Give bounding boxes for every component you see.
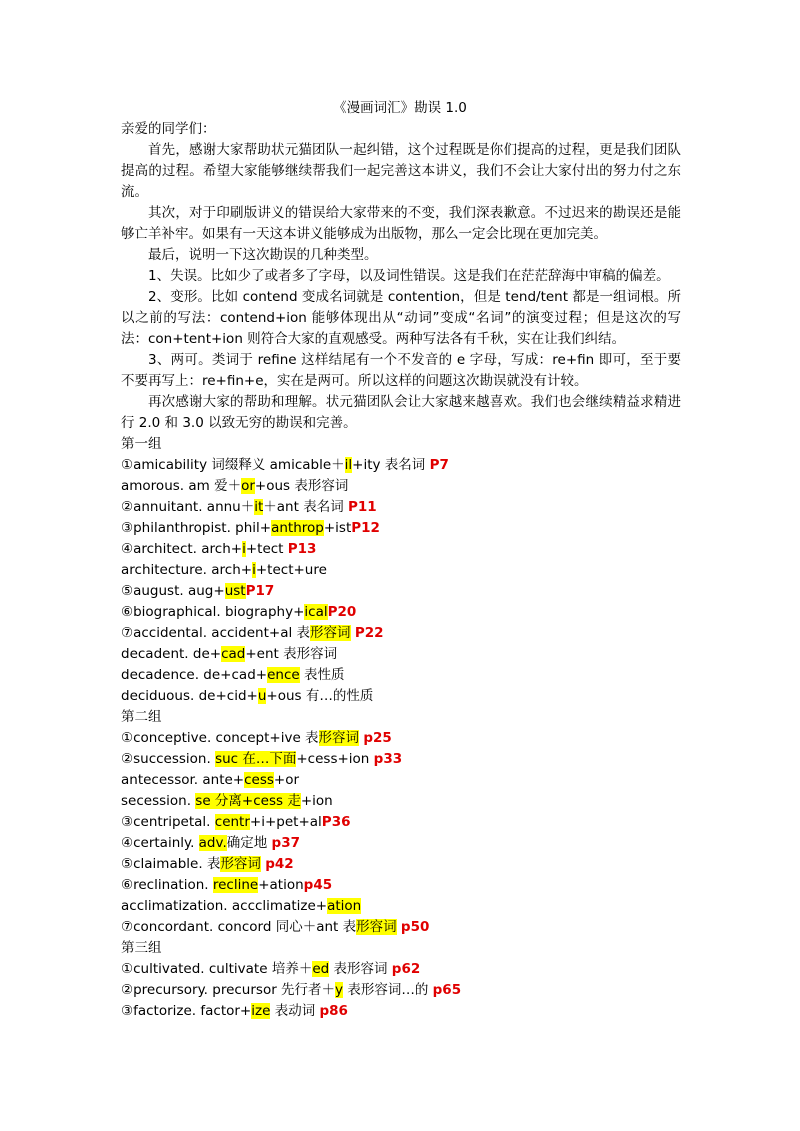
erratum-line: ②annuitant. annu＋it＋ant 表名词 P11 <box>121 499 377 515</box>
erratum-line: ②succession. suc 在…下面+cess+ion p33 <box>121 751 403 767</box>
erratum-line: ④certainly. adv.确定地 p37 <box>121 835 300 851</box>
erratum-line: amorous. am 爱＋or+ous 表形容词 <box>121 478 349 494</box>
erratum-line: secession. se 分离+cess 走+ion <box>121 793 333 809</box>
erratum-line: ⑦accidental. accident+al 表形容词 P22 <box>121 625 384 641</box>
erratum-line: deciduous. de+cid+u+ous 有…的性质 <box>121 688 374 704</box>
erratum-line: ①cultivated. cultivate 培养＋ed 表形容词 p62 <box>121 961 421 977</box>
erratum-line: ⑥reclination. recline+ationp45 <box>121 877 333 893</box>
erratum-line: decadence. de+cad+ence 表性质 <box>121 667 345 683</box>
group-2-heading: 第二组 <box>121 709 162 725</box>
erratum-line: ⑤claimable. 表形容词 p42 <box>121 856 294 872</box>
erratum-line: ③philanthropist. phil+anthrop+istP12 <box>121 520 380 536</box>
paragraph-7: 再次感谢大家的帮助和理解。状元猫团队会让大家越来越喜欢。我们也会继续精益求精进行 2.0 和 3.0 以致无穷的勘误和完善。 <box>121 394 681 431</box>
group-1-heading: 第一组 <box>121 436 162 452</box>
erratum-line: acclimatization. accclimatize+ation <box>121 898 362 914</box>
paragraph-6: 3、两可。类词于 refine 这样结尾有一个不发音的 e 字母，写成：re+fin 即可，至于要不要再写上：re+fin+e，实在是两可。所以这样的问题这次勘误就没有计较。 <box>121 352 681 389</box>
erratum-line: ④architect. arch+i+tect P13 <box>121 541 317 557</box>
erratum-line: ⑥biographical. biography+icalP20 <box>121 604 357 620</box>
erratum-line: ⑤august. aug+ustP17 <box>121 583 275 599</box>
erratum-line: ⑦concordant. concord 同心＋ant 表形容词 p50 <box>121 919 430 935</box>
erratum-line: ③factorize. factor+ize 表动词 p86 <box>121 1003 348 1019</box>
paragraph-1: 首先，感谢大家帮助状元猫团队一起纠错，这个过程既是你们提高的过程，更是我们团队提高的过程。希望大家能够继续帮我们一起完善这本讲义，我们不会让大家付出的努力付之东流。 <box>121 142 681 200</box>
paragraph-5: 2、变形。比如 contend 变成名词就是 contention，但是 tend/tent 都是一组词根。所以之前的写法：contend+ion 能够体现出从“动词”变成“名词”的演变过程；但是这次的写法：con+tent+ion 则符合大家的直观感受。两种写法各有千秋，实在让我们纠结。 <box>121 289 681 347</box>
erratum-line: ①conceptive. concept+ive 表形容词 p25 <box>121 730 392 746</box>
greeting: 亲爱的同学们： <box>121 121 216 137</box>
erratum-line: ③centripetal. centr+i+pet+alP36 <box>121 814 351 830</box>
erratum-line: antecessor. ante+cess+or <box>121 772 300 788</box>
document-title: 《漫画词汇》勘误 1.0 <box>333 100 467 116</box>
erratum-line: decadent. de+cad+ent 表形容词 <box>121 646 338 662</box>
erratum-line: architecture. arch+i+tect+ure <box>121 562 327 578</box>
group-3-heading: 第三组 <box>121 940 162 956</box>
paragraph-2: 其次，对于印刷版讲义的错误给大家带来的不变，我们深表歉意。不过迟来的勘误还是能够亡羊补牢。如果有一天这本讲义能够成为出版物，那么一定会比现在更加完美。 <box>121 205 681 242</box>
paragraph-3: 最后，说明一下这次勘误的几种类型。 <box>148 247 378 263</box>
erratum-line: ①amicability 词缀释义 amicable＋il+ity 表名词 P7 <box>121 457 449 473</box>
paragraph-4: 1、失误。比如少了或者多了字母，以及词性错误。这是我们在茫茫辞海中审稿的偏差。 <box>148 268 670 284</box>
erratum-line: ②precursory. precursor 先行者＋y 表形容词…的 p65 <box>121 982 462 998</box>
